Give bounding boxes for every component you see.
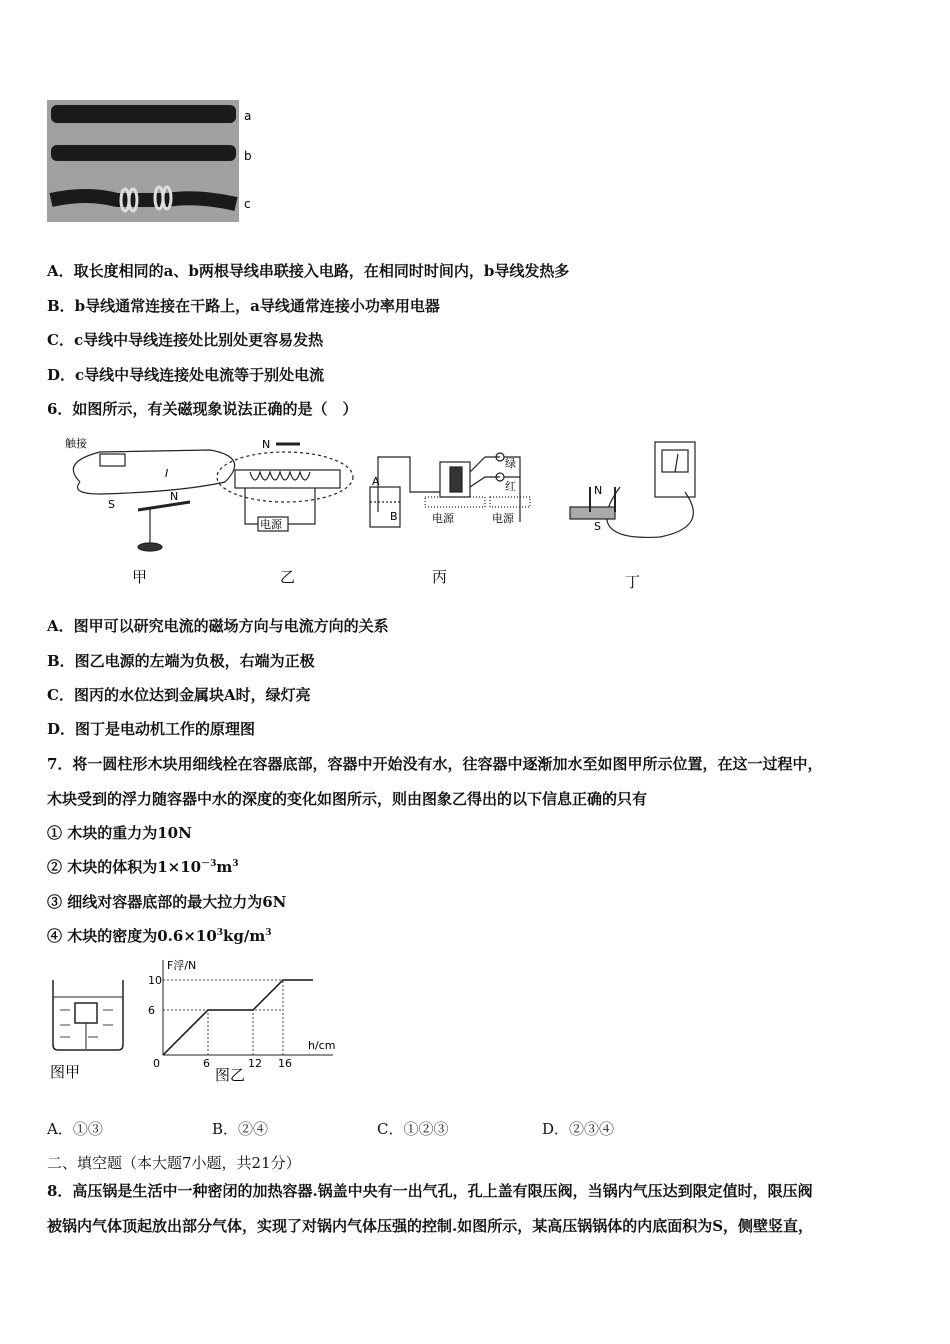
wire-label-b: b <box>244 149 252 163</box>
q7-figure-jia <box>48 975 138 1085</box>
q8-line-2: 被锅内气体顶起放出部分气体，实现了对锅内气体压强的控制.如图所示，某高压锅锅体的内底面积为S，侧壁竖直， <box>47 1217 814 1235</box>
q6-figures <box>60 432 730 602</box>
q6-option-d: D．图丁是电动机工作的原理图 <box>47 720 256 738</box>
y-axis-label: F浮/N <box>167 959 197 972</box>
y-tick-label: 6 <box>148 1004 155 1017</box>
y-tick-label: 10 <box>148 974 162 987</box>
wire-photo <box>47 100 262 225</box>
wire-label-c: c <box>244 197 251 211</box>
q7-figure-yi <box>145 955 355 1085</box>
x-axis-label: h/cm <box>308 1039 336 1052</box>
q6-option-c: C．图丙的水位达到金属块A时，绿灯亮 <box>47 686 311 704</box>
container-diagram <box>48 975 138 1085</box>
yi-n-label: N <box>262 438 271 451</box>
q7-option-b: B．②④ <box>212 1120 269 1138</box>
q6-option-b: B．图乙电源的左端为负极，右端为正极 <box>47 652 315 670</box>
q5-option-c: C．c导线中导线连接处比别处更容易发热 <box>47 331 324 349</box>
q7-stem-2: 木块受到的浮力随容器中水的深度的变化如图所示，则由图象乙得出的以下信息正确的只有 <box>47 790 648 808</box>
q7-stem-1: 7．将一圆柱形木块用细线栓在容器底部，容器中开始没有水，往容器中逐渐加水至如图甲所示位置，在这一过程中， <box>47 755 823 773</box>
bing-b-label: B <box>390 510 398 523</box>
section-2-heading: 二、填空题（本大题7小题，共21分） <box>47 1154 301 1172</box>
origin-label: 0 <box>153 1057 160 1070</box>
q8-line-1: 8．高压锅是生活中一种密闭的加热容器.锅盖中央有一出气孔，孔上盖有限压阀，当锅内气压达到限定值时，限压阀 <box>47 1182 813 1200</box>
jia-s-label: S <box>108 498 115 511</box>
ding-n-label: N <box>594 484 603 497</box>
x-tick-label: 12 <box>248 1057 262 1070</box>
q7-option-d: D．②③④ <box>542 1120 615 1138</box>
fig-yi-label: 图乙 <box>215 1066 246 1084</box>
buoyancy-chart <box>145 955 355 1085</box>
wire-label-a: a <box>244 109 252 123</box>
jia-n-label: N <box>170 490 179 503</box>
bing-power-1: 电源 <box>432 512 454 525</box>
touch-label: 触接 <box>65 437 87 450</box>
q7-options <box>47 1118 614 1139</box>
wire-photo-figure <box>47 100 262 225</box>
q7-statement-2: ② 木块的体积为$1\times 10^{-3}m^3$ <box>47 858 239 876</box>
q7-statement-4: ④ 木块的密度为$0.6\times 10^3kg/m^3$ <box>47 927 272 945</box>
fig-bing-caption: 丙 <box>432 568 448 586</box>
yi-power-label: 电源 <box>260 518 282 531</box>
red-label: 红 <box>505 480 516 493</box>
q5-option-a: A．取长度相同的a、b两根导线串联接入电路，在相同时时间内，b导线发热多 <box>47 262 570 280</box>
q7-option-c: C．①②③ <box>377 1120 449 1138</box>
fig-ding-caption: 丁 <box>625 573 641 591</box>
q5-option-d: D．c导线中导线连接处电流等于别处电流 <box>47 366 325 384</box>
green-label: 绿 <box>505 457 516 470</box>
q6-figures-svg <box>60 432 730 602</box>
bing-a-label: A <box>372 475 380 488</box>
bing-power-2: 电源 <box>492 512 514 525</box>
buoyancy-line <box>163 980 313 1055</box>
x-tick-label: 16 <box>278 1057 292 1070</box>
x-tick-label: 6 <box>203 1057 210 1070</box>
fig-jia-caption: 甲 <box>132 568 148 586</box>
fig-jia-label: 图甲 <box>50 1063 81 1081</box>
q6-stem: 6．如图所示，有关磁现象说法正确的是（ ） <box>47 400 358 418</box>
q7-statement-1: ① 木块的重力为10N <box>47 824 192 842</box>
q7-option-a: A．①③ <box>47 1120 103 1138</box>
fig-yi-caption: 乙 <box>280 568 296 586</box>
ding-s-label: S <box>594 520 601 533</box>
current-label: I <box>165 467 169 480</box>
q7-statement-3: ③ 细线对容器底部的最大拉力为6N <box>47 893 287 911</box>
q5-option-b: B．b导线通常连接在干路上，a导线通常连接小功率用电器 <box>47 297 440 315</box>
q6-option-a: A．图甲可以研究电流的磁场方向与电流方向的关系 <box>47 617 389 635</box>
